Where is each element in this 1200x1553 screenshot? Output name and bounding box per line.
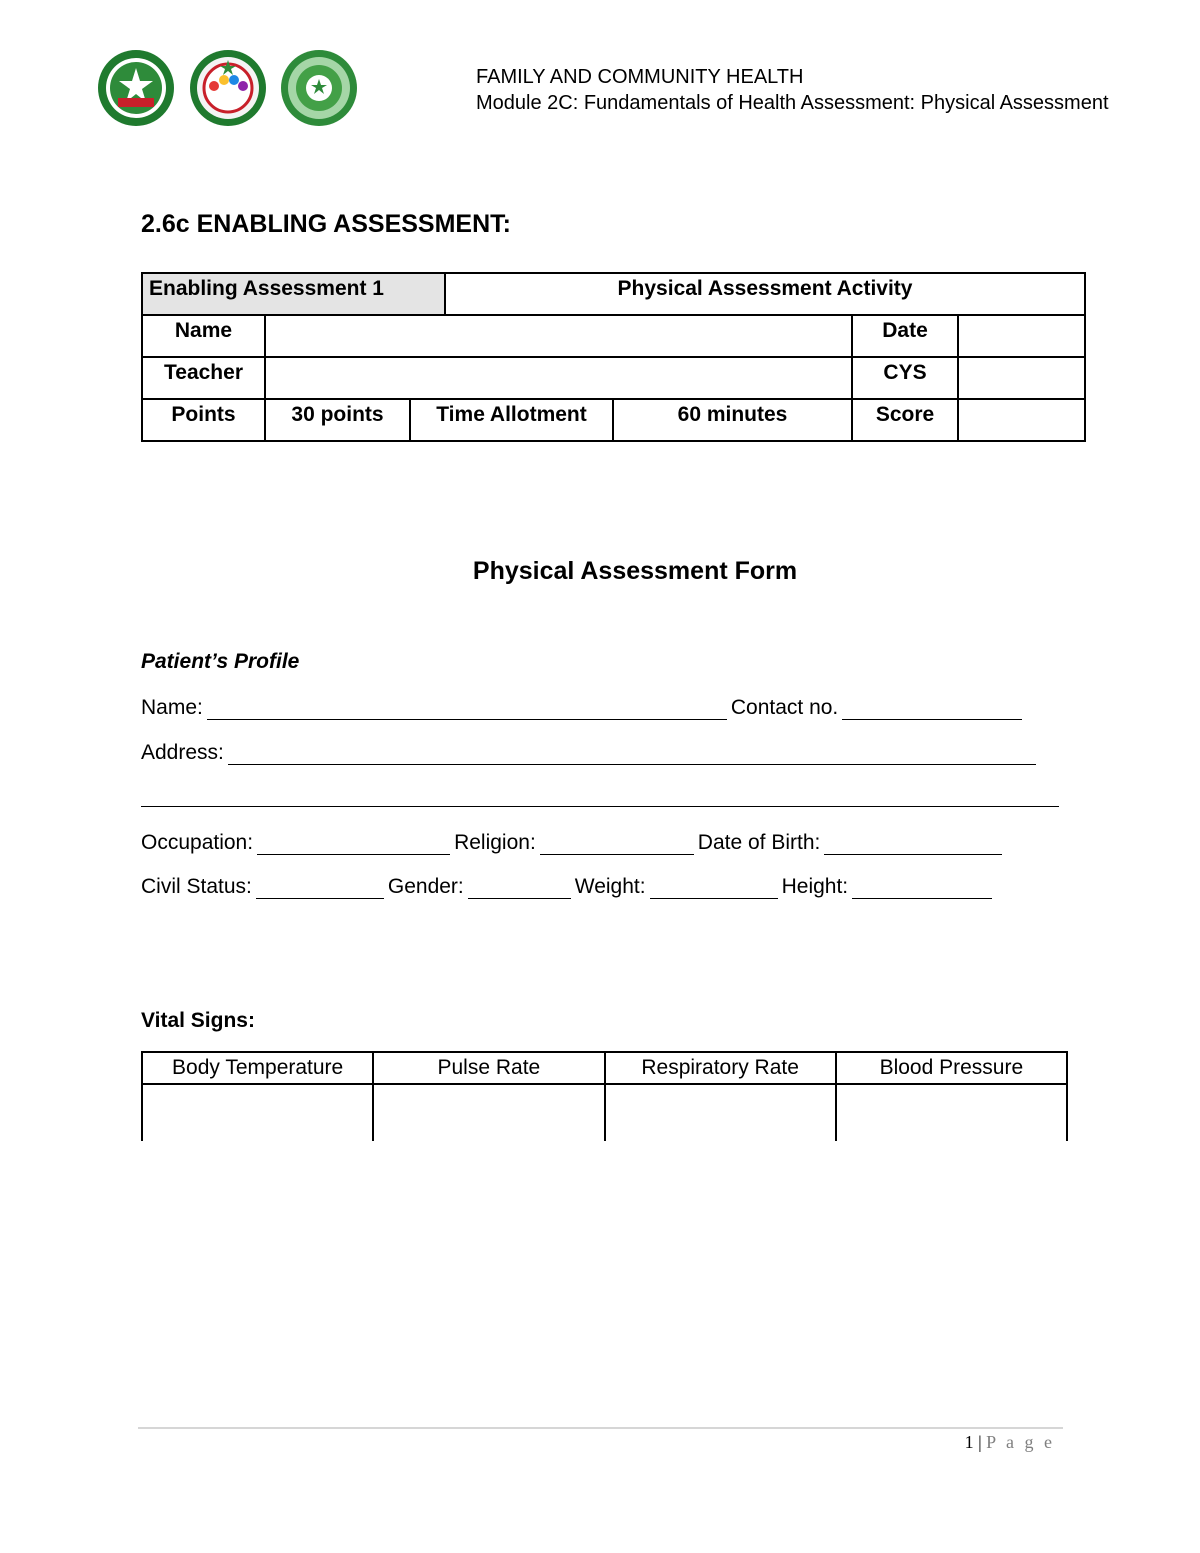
cys-label: CYS (852, 357, 958, 399)
pulse-rate-cell[interactable] (373, 1084, 604, 1141)
page-label: P a g e (986, 1432, 1055, 1452)
vital-signs-title: Vital Signs: (141, 1009, 255, 1032)
height-label: Height: (781, 875, 849, 898)
address-label: Address: (141, 741, 224, 764)
occupation-label: Occupation: (141, 831, 254, 854)
table-row (142, 315, 1085, 357)
dob-blank[interactable] (824, 832, 1002, 855)
civil-status-label: Civil Status: (141, 875, 252, 898)
blood-pressure-cell[interactable] (836, 1084, 1067, 1141)
section-title: 2.6c ENABLING ASSESSMENT: (141, 210, 511, 238)
page-number: 1 (964, 1432, 974, 1452)
weight-label: Weight: (574, 875, 646, 898)
time-allotment-value: 60 minutes (613, 399, 852, 441)
height-blank[interactable] (852, 876, 992, 899)
points-label: Points (142, 399, 265, 441)
blood-pressure-header: Blood Pressure (836, 1052, 1067, 1084)
course-title: FAMILY AND COMMUNITY HEALTH (476, 66, 804, 88)
footer-divider (138, 1427, 1063, 1429)
cys-field[interactable] (958, 357, 1085, 399)
enabling-assessment-table (141, 272, 1086, 442)
form-title: Physical Assessment Form (472, 557, 798, 585)
patient-name-label: Name: (141, 696, 203, 719)
footer-separator: | (978, 1432, 982, 1452)
body-temperature-header: Body Temperature (142, 1052, 373, 1084)
date-field[interactable] (958, 315, 1085, 357)
contact-blank[interactable] (842, 697, 1022, 720)
teacher-field[interactable] (265, 357, 852, 399)
contact-label: Contact no. (730, 696, 839, 719)
score-field[interactable] (958, 399, 1085, 441)
body-temperature-cell[interactable] (142, 1084, 373, 1141)
occupation-blank[interactable] (257, 832, 450, 855)
respiratory-rate-cell[interactable] (605, 1084, 836, 1141)
table-row (142, 273, 1085, 315)
name-contact-row (141, 690, 1061, 720)
name-label: Name (142, 315, 265, 357)
department-seal-logo (281, 50, 357, 126)
name-field[interactable] (265, 315, 852, 357)
patient-profile-title: Patient’s Profile (141, 650, 300, 673)
page-footer (965, 1432, 1055, 1453)
address-row (141, 735, 1061, 765)
weight-blank[interactable] (650, 876, 778, 899)
occupation-row (141, 825, 1061, 855)
table-row (142, 1052, 1067, 1084)
table-row (142, 399, 1085, 441)
university-seal-logo (98, 50, 174, 126)
teacher-label: Teacher (142, 357, 265, 399)
module-title: Module 2C: Fundamentals of Health Assessment: Physical Assessment (476, 92, 1109, 114)
civil-status-blank[interactable] (256, 876, 384, 899)
header-logos (94, 48, 364, 128)
respiratory-rate-header: Respiratory Rate (605, 1052, 836, 1084)
patient-name-blank[interactable] (207, 697, 727, 720)
time-allotment-label: Time Allotment (410, 399, 613, 441)
score-label: Score (852, 399, 958, 441)
date-label: Date (852, 315, 958, 357)
address-blank-line-2[interactable] (141, 806, 1059, 807)
address-blank[interactable] (228, 742, 1036, 765)
gender-blank[interactable] (468, 876, 571, 899)
gender-label: Gender: (387, 875, 464, 898)
college-seal-logo (190, 50, 266, 126)
activity-title: Physical Assessment Activity (445, 273, 1085, 315)
table-row (142, 357, 1085, 399)
pulse-rate-header: Pulse Rate (373, 1052, 604, 1084)
assessment-label: Enabling Assessment 1 (142, 273, 445, 315)
civil-status-row (141, 869, 1061, 899)
religion-blank[interactable] (540, 832, 694, 855)
religion-label: Religion: (454, 831, 536, 854)
header-text (476, 64, 1109, 116)
vital-signs-table (141, 1051, 1068, 1141)
dob-label: Date of Birth: (697, 831, 821, 854)
points-value: 30 points (265, 399, 410, 441)
table-row (142, 1084, 1067, 1141)
